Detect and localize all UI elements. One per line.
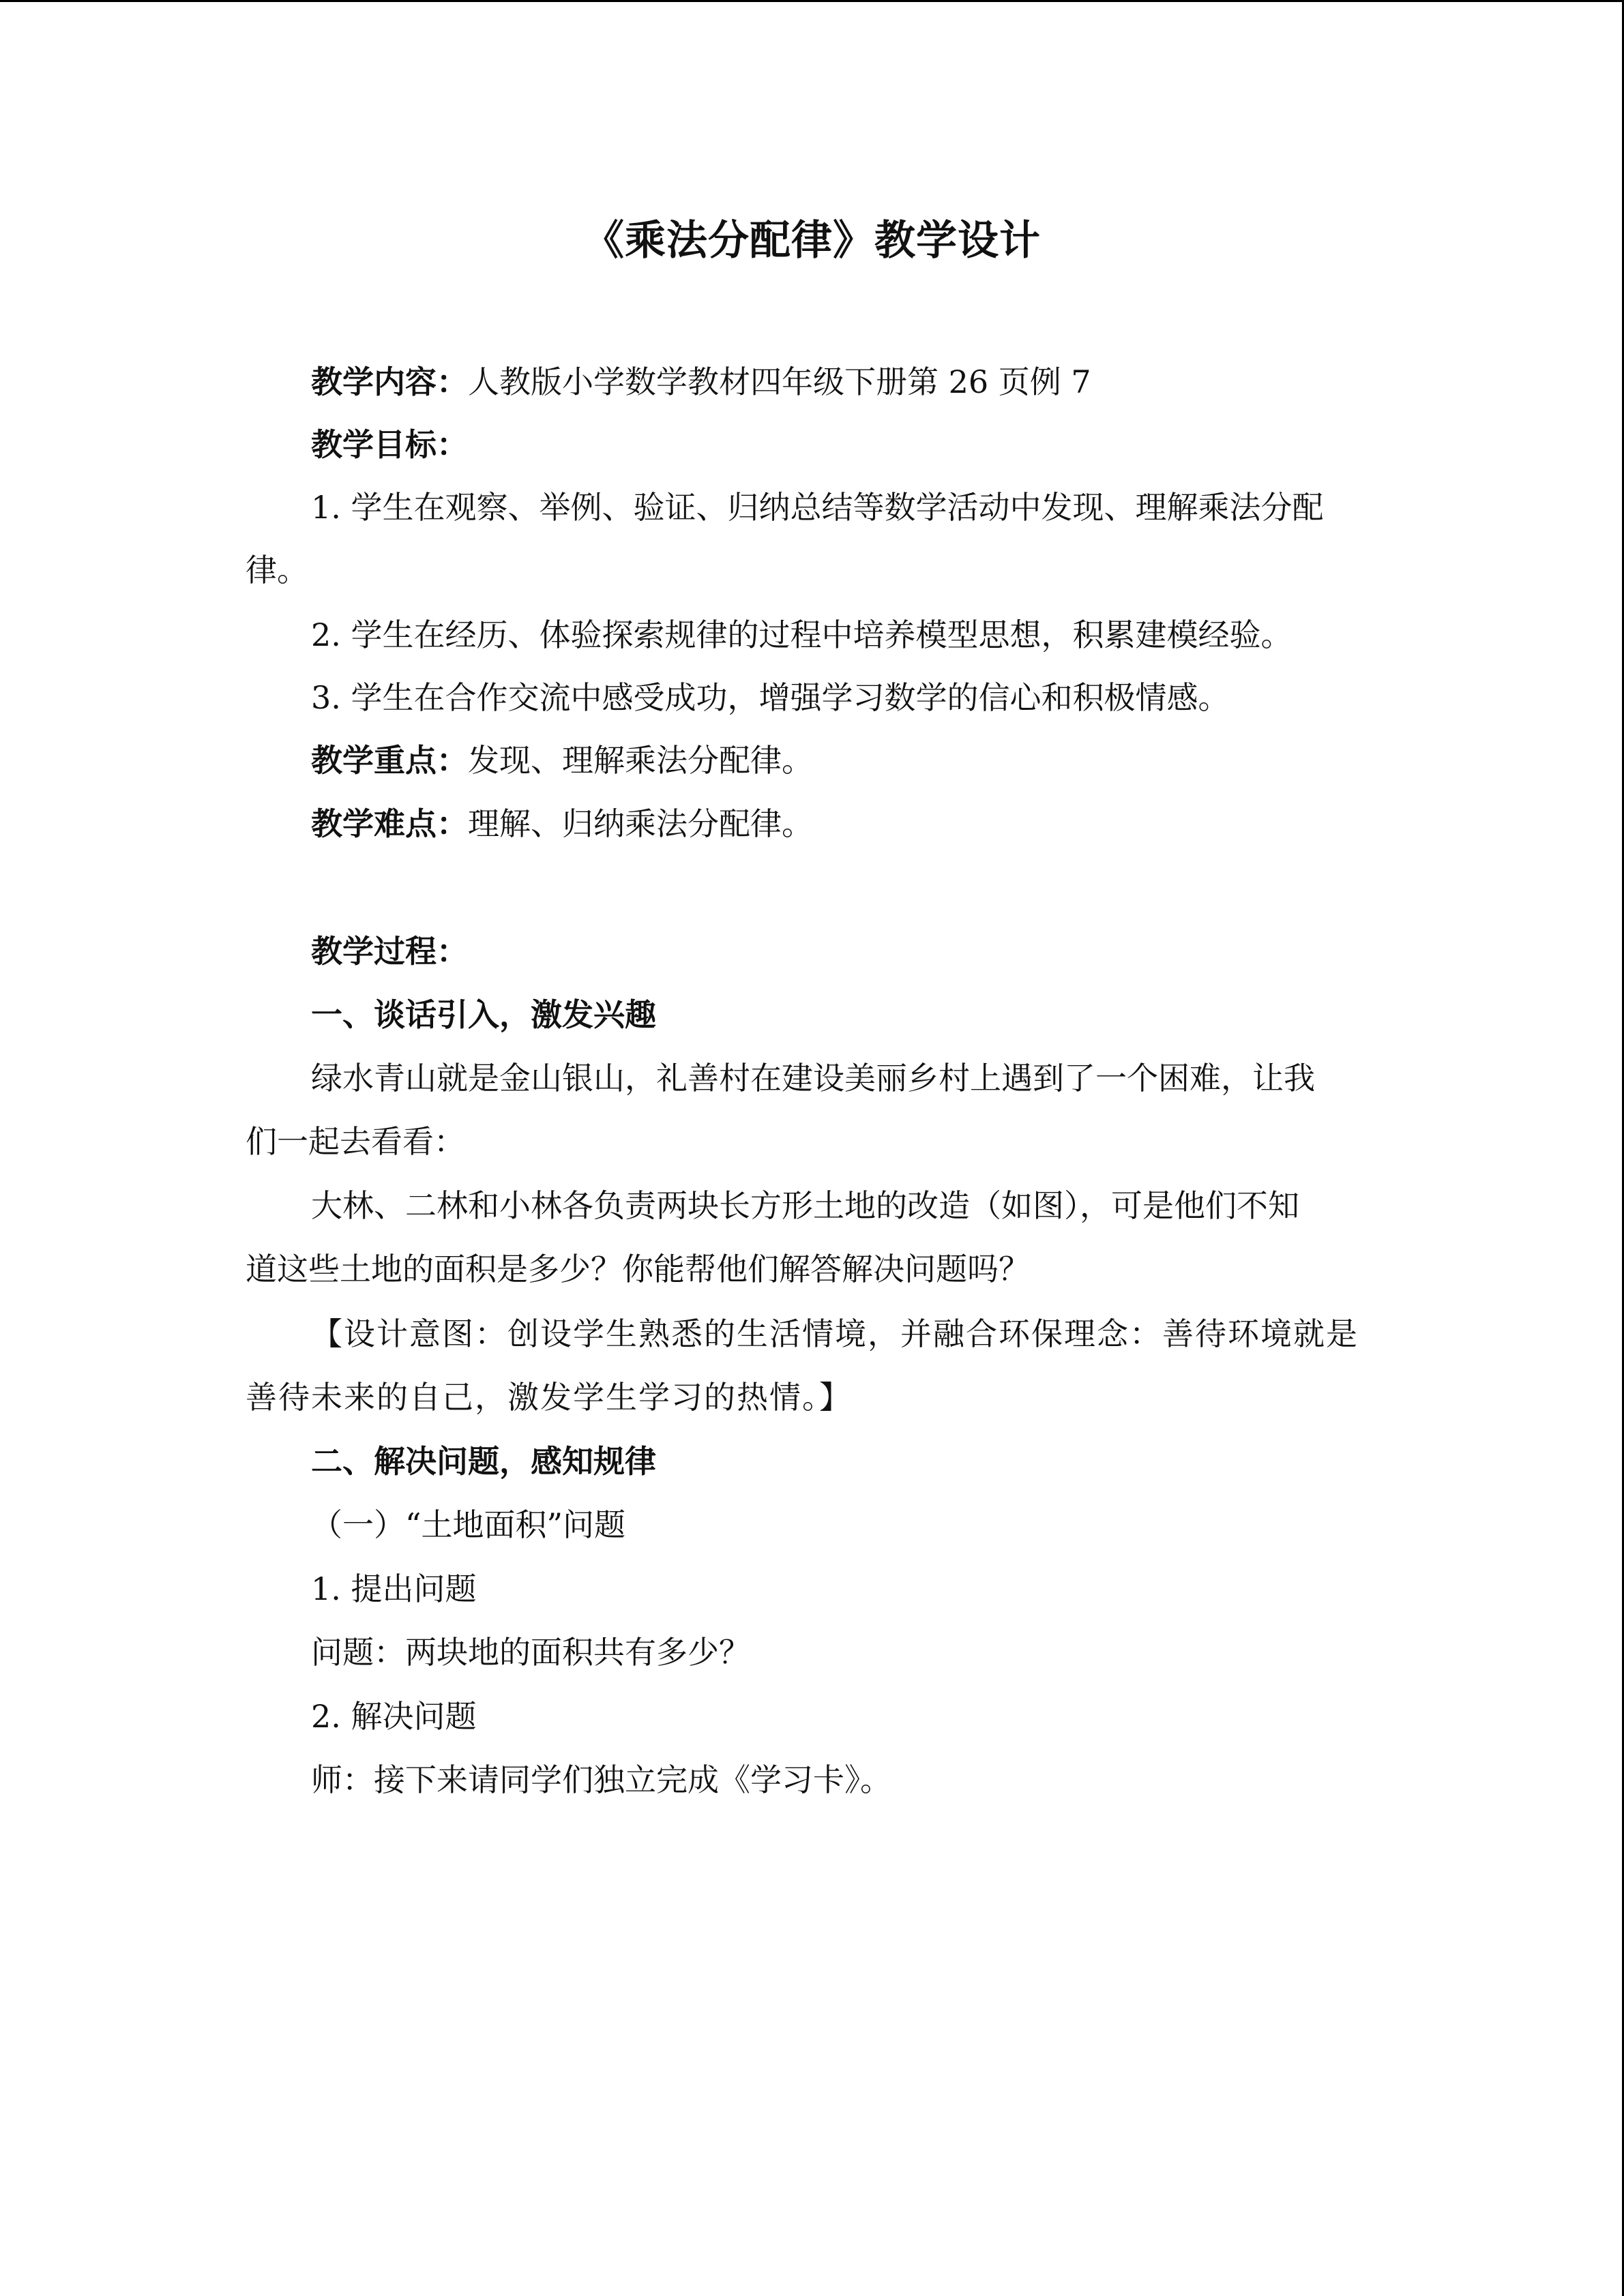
difficult-point-label: 教学难点：: [311, 805, 468, 842]
section-2-heading: 二、解决问题，感知规律: [311, 1443, 656, 1480]
teaching-content-value: 人教版小学数学教材四年级下册第 26 页例 7: [468, 363, 1091, 400]
teaching-content-line: [311, 361, 1091, 402]
paragraph-2-line-1: 大林、二林和小林各负责两块长方形土地的改造（如图），可是他们不知: [311, 1187, 1299, 1224]
paragraph-1-line-1: 绿水青山就是金山银山，礼善村在建设美丽乡村上遇到了一个困难，让我: [311, 1060, 1315, 1097]
key-point-line: [311, 740, 813, 781]
teaching-objectives-label: 教学目标：: [311, 426, 468, 463]
page-title: 《乘法分配律》教学设计: [583, 217, 1041, 265]
design-note-line-2: 善待未来的自己，激发学生学习的热情。】: [246, 1379, 852, 1416]
step-2-heading: 2. 解决问题: [311, 1698, 477, 1735]
design-note-line-1: 【设计意图：创设学生熟悉的生活情境，并融合环保理念：善待环境就是: [311, 1315, 1359, 1352]
key-point-label: 教学重点：: [311, 742, 468, 779]
subsection-1-heading: （一）“土地面积”问题: [311, 1506, 626, 1543]
difficult-point-line: [311, 803, 813, 844]
difficult-point-value: 理解、归纳乘法分配律。: [468, 805, 813, 842]
section-1-heading: 一、谈话引入，激发兴趣: [311, 996, 656, 1033]
paragraph-2-line-2: 道这些土地的面积是多少？你能帮他们解答解决问题吗？: [246, 1251, 1030, 1287]
paragraph-1-line-2: 们一起去看看：: [246, 1123, 465, 1160]
objective-1-line-2: 律。: [246, 552, 308, 588]
key-point-value: 发现、理解乘法分配律。: [468, 742, 813, 779]
teacher-line: 师：接下来请同学们独立完成《学习卡》。: [311, 1761, 891, 1798]
objective-3: 3. 学生在合作交流中感受成功，增强学习数学的信心和积极情感。: [311, 679, 1230, 716]
objective-1-line-1: 1. 学生在观察、举例、验证、归纳总结等数学活动中发现、理解乘法分配: [311, 489, 1324, 526]
question-line: 问题：两块地的面积共有多少？: [311, 1634, 750, 1671]
objective-2: 2. 学生在经历、体验探索规律的过程中培养模型思想，积累建模经验。: [311, 616, 1293, 653]
step-1-heading: 1. 提出问题: [311, 1570, 477, 1607]
teaching-process-label: 教学过程：: [311, 933, 468, 970]
teaching-content-label: 教学内容：: [311, 363, 468, 400]
